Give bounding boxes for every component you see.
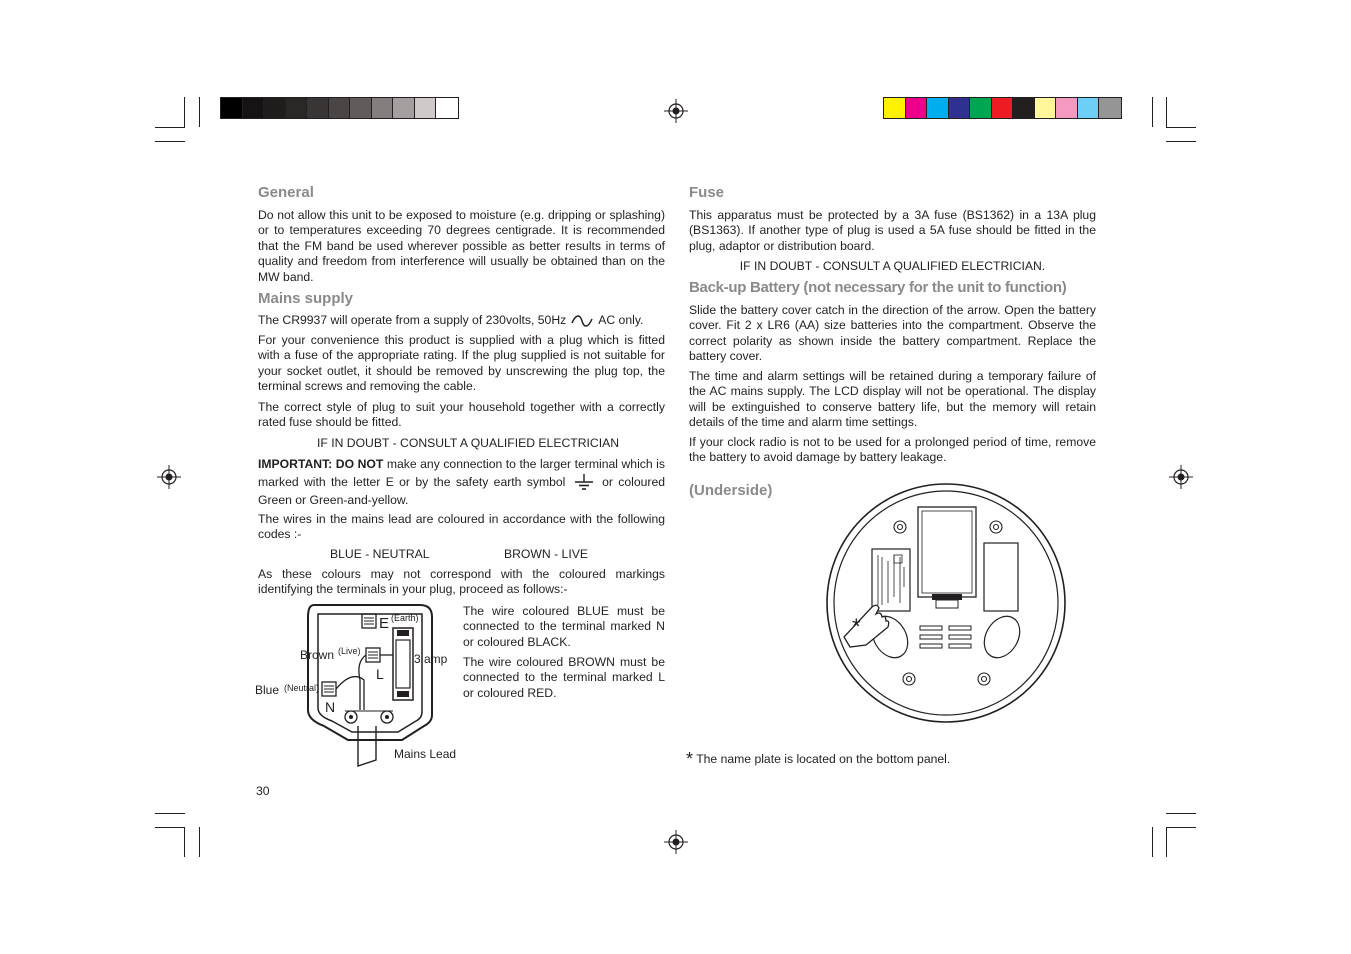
plug-wiring-diagram bbox=[252, 600, 466, 770]
color-swatch bbox=[243, 98, 265, 118]
fuse-rating: 3 amp bbox=[414, 652, 448, 666]
crop-mark bbox=[155, 127, 185, 128]
supply-suffix: AC only. bbox=[598, 313, 644, 327]
neutral-label: (Neutral) bbox=[284, 683, 320, 693]
crop-mark bbox=[1166, 127, 1196, 128]
crop-mark bbox=[1152, 97, 1153, 127]
mains-lead-label: Mains Lead bbox=[394, 747, 457, 761]
earth-label: (Earth) bbox=[391, 613, 419, 623]
crop-mark bbox=[199, 97, 200, 127]
color-swatch bbox=[1099, 98, 1121, 118]
earth-letter: E bbox=[379, 615, 390, 632]
doubt-notice: IF IN DOUBT - CONSULT A QUALIFIED ELECTRICIAN bbox=[316, 436, 620, 450]
plug-paragraph: For your convenience this product is supplied with a plug which is fitted with a fuse of the appropriate rating. If the plug supplied is not suitable for your socket outlet, it should be removed by unscrewing the plug top, the terminal screws and removing the cable. bbox=[258, 333, 665, 394]
blue-label: Blue bbox=[255, 683, 280, 697]
underside-asterisk: * bbox=[852, 614, 861, 639]
color-swatch bbox=[970, 98, 992, 118]
color-swatch bbox=[1035, 98, 1057, 118]
wires-paragraph: The wires in the mains lead are coloured in accordance with the following codes :- bbox=[258, 512, 665, 542]
name-plate-note bbox=[686, 749, 1106, 769]
important-paragraph bbox=[258, 455, 665, 509]
earth-symbol-icon bbox=[574, 474, 594, 490]
ac-wave-icon bbox=[570, 314, 594, 328]
supply-line bbox=[258, 313, 665, 328]
battery-cover bbox=[918, 507, 976, 597]
fuse-heading: Fuse bbox=[689, 184, 725, 201]
color-swatch bbox=[286, 98, 308, 118]
brown-label: Brown bbox=[300, 648, 335, 662]
note-asterisk: * bbox=[686, 749, 694, 769]
live-label: (Live) bbox=[338, 646, 361, 656]
crop-mark bbox=[199, 827, 200, 857]
live-letter: L bbox=[376, 666, 384, 682]
neutral-letter: N bbox=[325, 699, 336, 715]
color-swatch bbox=[307, 98, 329, 118]
important-label: IMPORTANT: DO NOT bbox=[258, 457, 384, 471]
plug-style-paragraph: The correct style of plug to suit your household together with a correctly rated fuse should be fitted. bbox=[258, 400, 665, 430]
important-tail: or coloured Green or Green-and-yellow. bbox=[258, 475, 666, 507]
blue-code: BLUE - NEUTRAL bbox=[330, 547, 430, 561]
general-paragraph: Do not allow this unit to be exposed to moisture (e.g. dripping or splashing) or to temperatures exceeding 70 degrees centigrade. It is recommended that the FM band be used wherever possible as better results in terms of quality and freedom from interference will usually be obtained than on the MW band. bbox=[258, 208, 665, 284]
page-number: 30 bbox=[256, 784, 270, 798]
color-swatch bbox=[1056, 98, 1078, 118]
brown-instruction: The wire coloured BROWN must be connected to the terminal marked L or coloured RED. bbox=[463, 655, 665, 700]
crop-mark bbox=[155, 813, 185, 814]
color-swatch bbox=[927, 98, 949, 118]
crop-mark bbox=[1166, 827, 1167, 857]
note-text: The name plate is located on the bottom panel. bbox=[696, 752, 951, 766]
color-swatch bbox=[415, 98, 437, 118]
color-swatch bbox=[949, 98, 971, 118]
color-swatch bbox=[884, 98, 906, 118]
registration-mark-icon bbox=[664, 99, 688, 123]
color-swatch bbox=[329, 98, 351, 118]
registration-mark-icon bbox=[157, 465, 181, 489]
color-swatch bbox=[1078, 98, 1100, 118]
general-heading: General bbox=[258, 184, 314, 201]
crop-mark bbox=[1166, 141, 1196, 142]
grayscale-color-bar bbox=[220, 97, 459, 119]
color-swatch bbox=[436, 98, 458, 118]
color-swatch bbox=[992, 98, 1014, 118]
crop-mark bbox=[1166, 97, 1167, 127]
mains-supply-heading: Mains supply bbox=[258, 290, 354, 307]
crop-mark bbox=[1166, 813, 1196, 814]
crop-mark bbox=[1152, 827, 1153, 857]
markings-paragraph: As these colours may not correspond with the coloured markings identifying the terminals in your plug, proceed as follows:- bbox=[258, 567, 665, 597]
registration-mark-icon bbox=[664, 830, 688, 854]
underside-diagram bbox=[824, 477, 1068, 725]
process-color-bar bbox=[883, 97, 1122, 119]
color-swatch bbox=[393, 98, 415, 118]
color-swatch bbox=[350, 98, 372, 118]
color-swatch bbox=[906, 98, 928, 118]
color-swatch bbox=[221, 98, 243, 118]
brown-code: BROWN - LIVE bbox=[504, 547, 588, 561]
important-text: make any connection to the larger terminal which is marked with the letter E or by the safety earth symbol bbox=[258, 457, 665, 489]
battery-paragraph-1: Slide the battery cover catch in the direction of the arrow. Open the battery cover. Fit 2 x LR6 (AA) size batteries into the compartment. Observe the correct polarity as shown inside the battery compartment. Replace the battery cover. bbox=[689, 303, 1096, 364]
underside-heading: (Underside) bbox=[689, 482, 773, 499]
crop-mark bbox=[155, 827, 185, 828]
registration-mark-icon bbox=[1169, 465, 1193, 489]
fuse-paragraph: This apparatus must be protected by a 3A fuse (BS1362) in a 13A plug (BS1363). If another type of plug is used a 5A fuse should be fitted in the plug, adaptor or distribution board. bbox=[689, 208, 1096, 253]
crop-mark bbox=[184, 827, 185, 857]
battery-heading: Back-up Battery (not necessary for the unit to function) bbox=[689, 279, 1067, 296]
crop-mark bbox=[184, 97, 185, 127]
blue-instruction: The wire coloured BLUE must be connected to the terminal marked N or coloured BLACK. bbox=[463, 604, 665, 649]
battery-paragraph-2: The time and alarm settings will be retained during a temporary failure of the AC mains supply. The LCD display will not be operational. The display will be extinguished to conserve battery life, but the memory will retain details of the time and alarm time settings. bbox=[689, 369, 1096, 430]
crop-mark bbox=[155, 141, 185, 142]
supply-text: The CR9937 will operate from a supply of 230volts, 50Hz bbox=[258, 313, 567, 327]
color-swatch bbox=[1013, 98, 1035, 118]
color-swatch bbox=[372, 98, 394, 118]
battery-paragraph-3: If your clock radio is not to be used for a prolonged period of time, remove the battery to avoid damage by battery leakage. bbox=[689, 435, 1096, 465]
color-swatch bbox=[264, 98, 286, 118]
crop-mark bbox=[1166, 827, 1196, 828]
fuse-doubt-notice: IF IN DOUBT - CONSULT A QUALIFIED ELECTRICIAN. bbox=[739, 259, 1046, 273]
